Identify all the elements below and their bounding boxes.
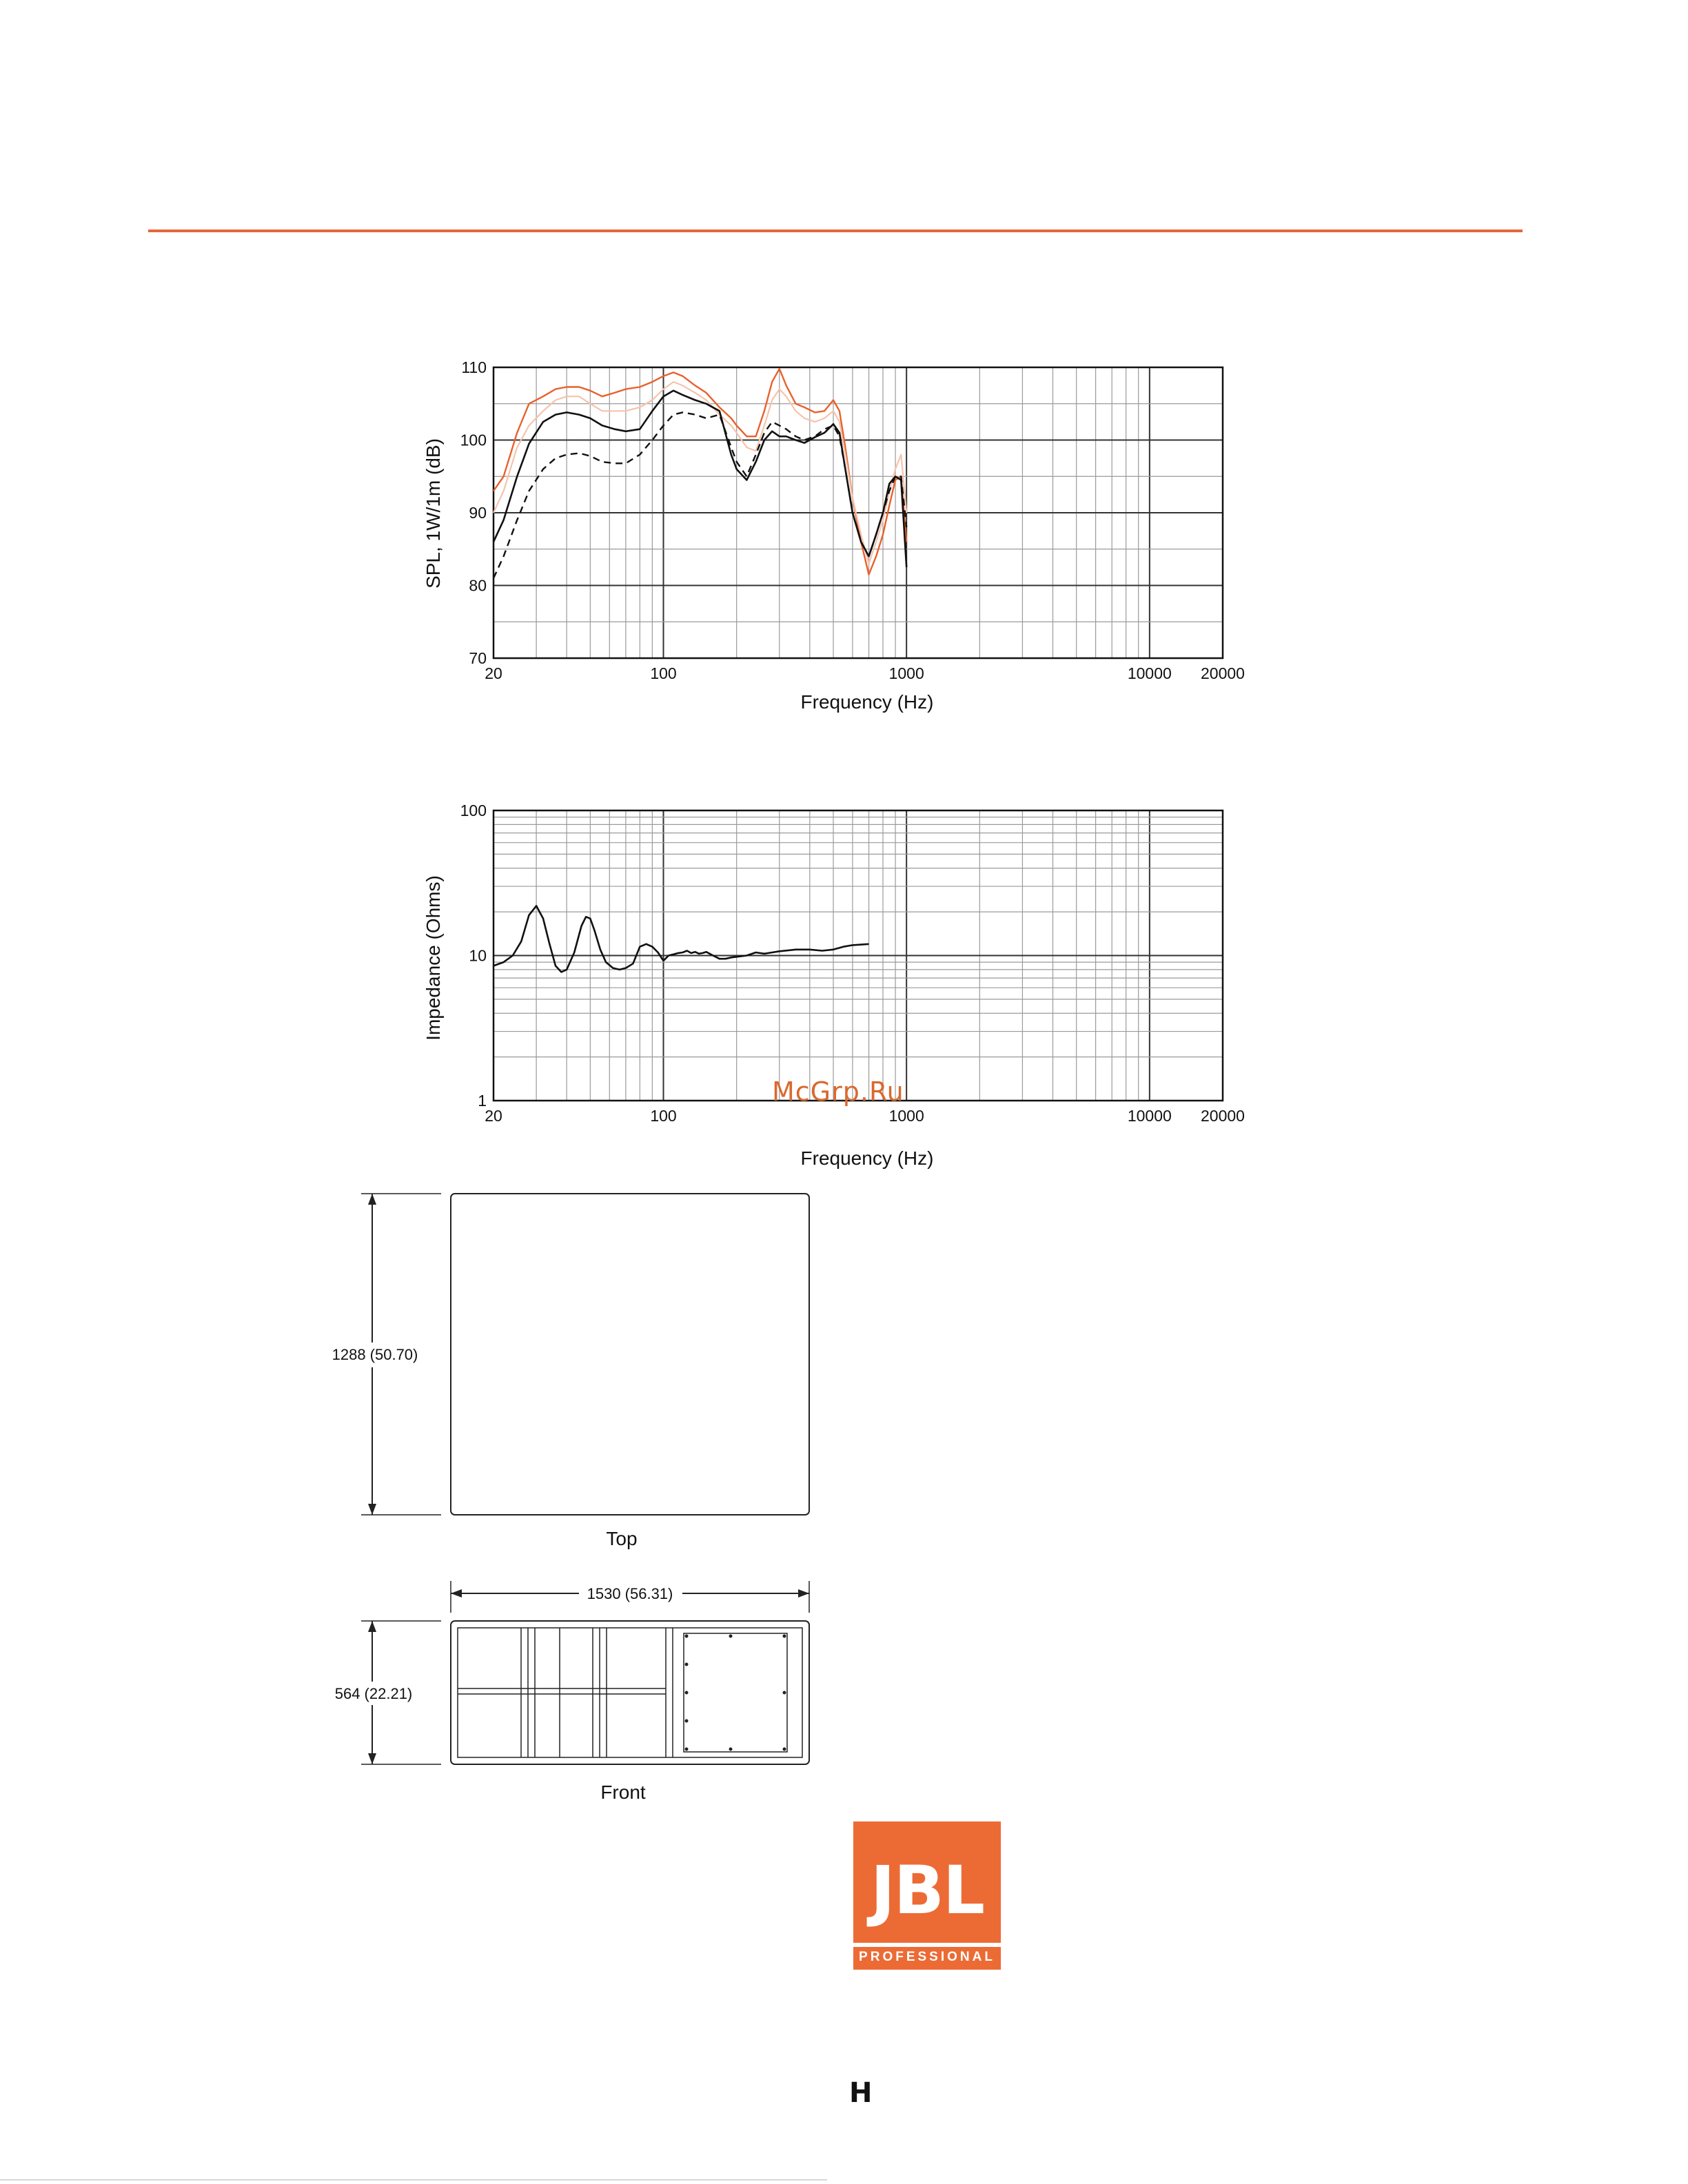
spl-x-axis-label: Frequency (Hz) [800, 691, 934, 713]
width-label: 1530 (56.31) [587, 1585, 673, 1602]
logo-subtitle: PROFESSIONAL [859, 1950, 995, 1964]
arrow-down [368, 1504, 376, 1515]
height-label: 1288 (50.70) [332, 1346, 418, 1363]
harman-mark: H [849, 2077, 873, 2109]
x-tick-label: 20 [485, 1107, 502, 1125]
spl-chart [400, 345, 1268, 731]
x-tick-label: 100 [650, 664, 677, 682]
top-view-outline [451, 1194, 809, 1515]
watermark: McGrp.Ru [772, 1076, 904, 1107]
impedance-x-tick-labels [485, 1107, 1245, 1125]
top-view-label: Top [606, 1528, 638, 1549]
driver-panel-screws [685, 1635, 786, 1751]
spl-y-tick-labels [460, 358, 487, 667]
series-line-3 [494, 412, 906, 578]
footer-line [0, 2179, 827, 2181]
x-tick-label: 1000 [888, 664, 924, 682]
y-tick-label: 70 [469, 649, 487, 667]
impedance-y-axis-label: Impedance (Ohms) [423, 875, 444, 1041]
depth-label: 564 (22.21) [334, 1685, 413, 1702]
x-tick-label: 100 [650, 1107, 677, 1125]
dimension-drawings [303, 1172, 855, 1819]
logo-divider [853, 1943, 1001, 1947]
y-tick-label: 80 [469, 576, 487, 595]
series-line-1 [494, 382, 906, 564]
front-view-outline [451, 1621, 809, 1764]
spl-y-axis-label: SPL, 1W/1m (dB) [423, 438, 444, 589]
x-tick-label: 1000 [888, 1107, 924, 1125]
series-line-2 [494, 391, 906, 567]
jbl-wordmark: JBL [870, 1852, 984, 1929]
arrow-up [368, 1194, 376, 1205]
jbl-professional-logo [853, 1821, 1001, 1970]
front-grille-partitions [458, 1628, 673, 1757]
driver-panel [684, 1633, 787, 1752]
spl-x-tick-labels [485, 664, 1245, 682]
spl-series [494, 369, 906, 578]
front-view-label: Front [600, 1782, 646, 1803]
impedance-y-tick-labels [460, 802, 487, 1110]
y-tick-label: 10 [469, 946, 487, 965]
arrow-right [798, 1589, 809, 1598]
x-tick-label: 20 [485, 664, 502, 682]
y-tick-label: 100 [460, 431, 487, 449]
header-rule [148, 229, 1523, 232]
y-tick-label: 110 [461, 358, 487, 376]
depth-arrow-down [368, 1753, 376, 1764]
impedance-chart [400, 799, 1268, 1172]
x-tick-label: 10000 [1127, 1107, 1172, 1125]
x-tick-label: 20000 [1201, 1107, 1245, 1125]
y-tick-label: 1 [478, 1092, 487, 1110]
front-view-inner [458, 1628, 802, 1757]
x-tick-label: 20000 [1201, 664, 1245, 682]
arrow-left [451, 1589, 462, 1598]
impedance-x-axis-label: Frequency (Hz) [800, 1147, 934, 1169]
y-tick-label: 90 [469, 504, 487, 522]
y-tick-label: 100 [460, 802, 487, 819]
x-tick-label: 10000 [1127, 664, 1172, 682]
depth-arrow-up [368, 1621, 376, 1632]
